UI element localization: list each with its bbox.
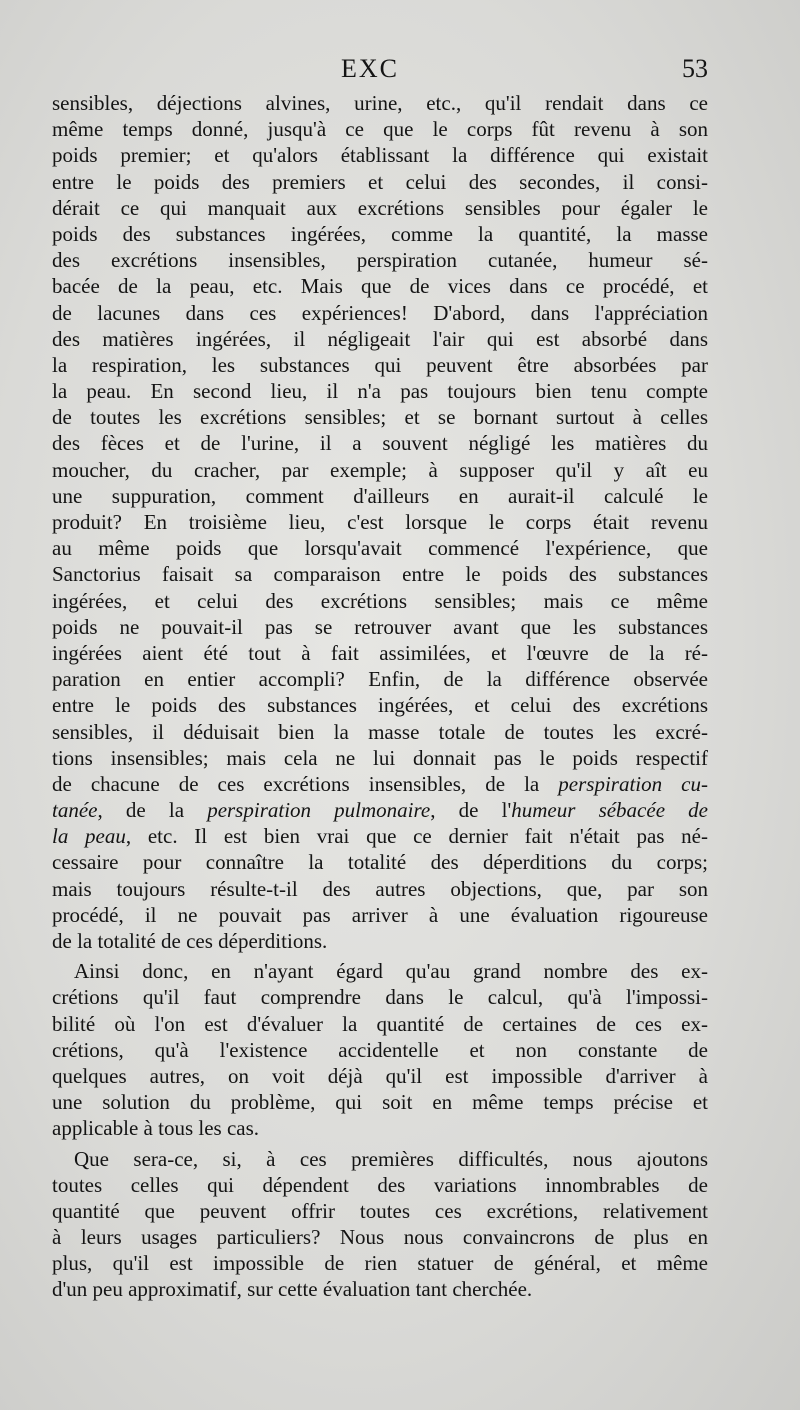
text-line: même temps donné, jusqu'à ce que le corps fût revenu à son xyxy=(52,117,708,142)
text-line: produit? En troisième lieu, c'est lorsque le corps était revenu xyxy=(52,510,708,534)
paragraph xyxy=(52,1146,708,1303)
text-line: au même poids que lorsqu'avait commencé l'expérience, que xyxy=(52,536,708,561)
text-line: d'un peu approximatif, sur cette évaluation tant cherchée. xyxy=(52,1277,533,1302)
page-number: 53 xyxy=(682,54,708,83)
text-line: la peau, etc. Il est bien vrai que ce dernier fait n'était pas né- xyxy=(52,824,708,849)
text-line: la respiration, les substances qui peuvent être absorbées par xyxy=(52,352,708,377)
text-line: de lacunes dans ces expériences! D'abord, dans l'appréciation xyxy=(52,300,708,325)
text-line: ingérées aient été tout à fait assimilées, et l'œuvre de la ré- xyxy=(52,640,708,665)
text-line: cessaire pour connaître la totalité des déperditions du corps; xyxy=(52,850,708,875)
text-line: à leurs usages particuliers? Nous nous convaincrons de plus en xyxy=(52,1225,708,1250)
text-line: toutes celles qui dépendent des variations innombrables de xyxy=(52,1172,708,1197)
text-line: dérait ce qui manquait aux excrétions sensibles pour égaler le xyxy=(52,195,708,220)
text-line: procédé, il ne pouvait pas arriver à une évaluation rigoureuse xyxy=(52,902,708,927)
page-header xyxy=(0,54,800,88)
paragraph xyxy=(52,958,708,1141)
text-line: poids des substances ingérées, comme la quantité, la masse xyxy=(52,221,708,246)
text-line: mais toujours résulte-t-il des autres objections, que, par son xyxy=(52,876,708,901)
text-line: poids premier; et qu'alors établissant la différence qui existait xyxy=(52,143,708,168)
text-line: une solution du problème, qui soit en même temps précise et xyxy=(52,1090,708,1115)
text-line: la peau. En second lieu, il n'a pas toujours bien tenu compte xyxy=(52,379,708,404)
text-line: tanée, de la perspiration pulmonaire, de l'humeur sébacée de xyxy=(52,798,708,823)
paragraph xyxy=(52,90,708,954)
text-line: moucher, du cracher, par exemple; à supposer qu'il y aît eu xyxy=(52,457,708,482)
text-line: quantité que peuvent offrir toutes ces excrétions, relativement xyxy=(52,1198,708,1223)
text-line: sensibles, il déduisait bien la masse totale de toutes les excré- xyxy=(52,719,708,744)
text-line: Ainsi donc, en n'ayant égard qu'au grand nombre des ex- xyxy=(74,959,708,984)
text-line: crétions, qu'à l'existence accidentelle et non constante de xyxy=(52,1037,708,1062)
text-line: applicable à tous les cas. xyxy=(52,1116,260,1141)
text-line: des excrétions insensibles, perspiration cutanée, humeur sé- xyxy=(52,248,708,273)
text-line: entre le poids des premiers et celui des secondes, il consi- xyxy=(52,169,708,194)
text-line: de toutes les excrétions sensibles; et se bornant surtout à celles xyxy=(52,405,708,430)
text-line: bilité où l'on est d'évaluer la quantité de certaines de ces ex- xyxy=(52,1011,708,1036)
text-line: Que sera-ce, si, à ces premières difficultés, nous ajoutons xyxy=(74,1146,708,1171)
text-line: des matières ingérées, il négligeait l'air qui est absorbé dans xyxy=(52,326,708,351)
text-line: ingérées, et celui des excrétions sensibles; mais ce même xyxy=(52,588,708,613)
text-line: Sanctorius faisait sa comparaison entre le poids des substances xyxy=(52,562,708,587)
text-line: une suppuration, comment d'ailleurs en aurait-il calculé le xyxy=(52,483,708,508)
text-line: poids ne pouvait-il pas se retrouver avant que les substances xyxy=(52,614,708,639)
text-line: paration en entier accompli? Enfin, de la différence observée xyxy=(52,667,708,692)
text-line: quelques autres, on voit déjà qu'il est impossible d'arriver à xyxy=(52,1063,708,1088)
body-text xyxy=(52,90,708,1303)
text-line: de chacune de ces excrétions insensibles, de la perspiration cu- xyxy=(52,771,708,796)
text-line: plus, qu'il est impossible de rien statuer de général, et même xyxy=(52,1251,708,1276)
text-line: des fèces et de l'urine, il a souvent négligé les matières du xyxy=(52,431,708,456)
running-head: EXC xyxy=(341,54,399,83)
text-line: tions insensibles; mais cela ne lui donnait pas le poids respectif xyxy=(52,745,708,770)
text-line: bacée de la peau, etc. Mais que de vices dans ce procédé, et xyxy=(52,274,708,299)
text-line: entre le poids des substances ingérées, et celui des excrétions xyxy=(52,693,708,718)
text-line: sensibles, déjections alvines, urine, etc., qu'il rendait dans ce xyxy=(52,91,708,115)
text-line: de la totalité de ces déperditions. xyxy=(52,929,328,953)
text-line: crétions qu'il faut comprendre dans le calcul, qu'à l'impossi- xyxy=(52,985,708,1010)
